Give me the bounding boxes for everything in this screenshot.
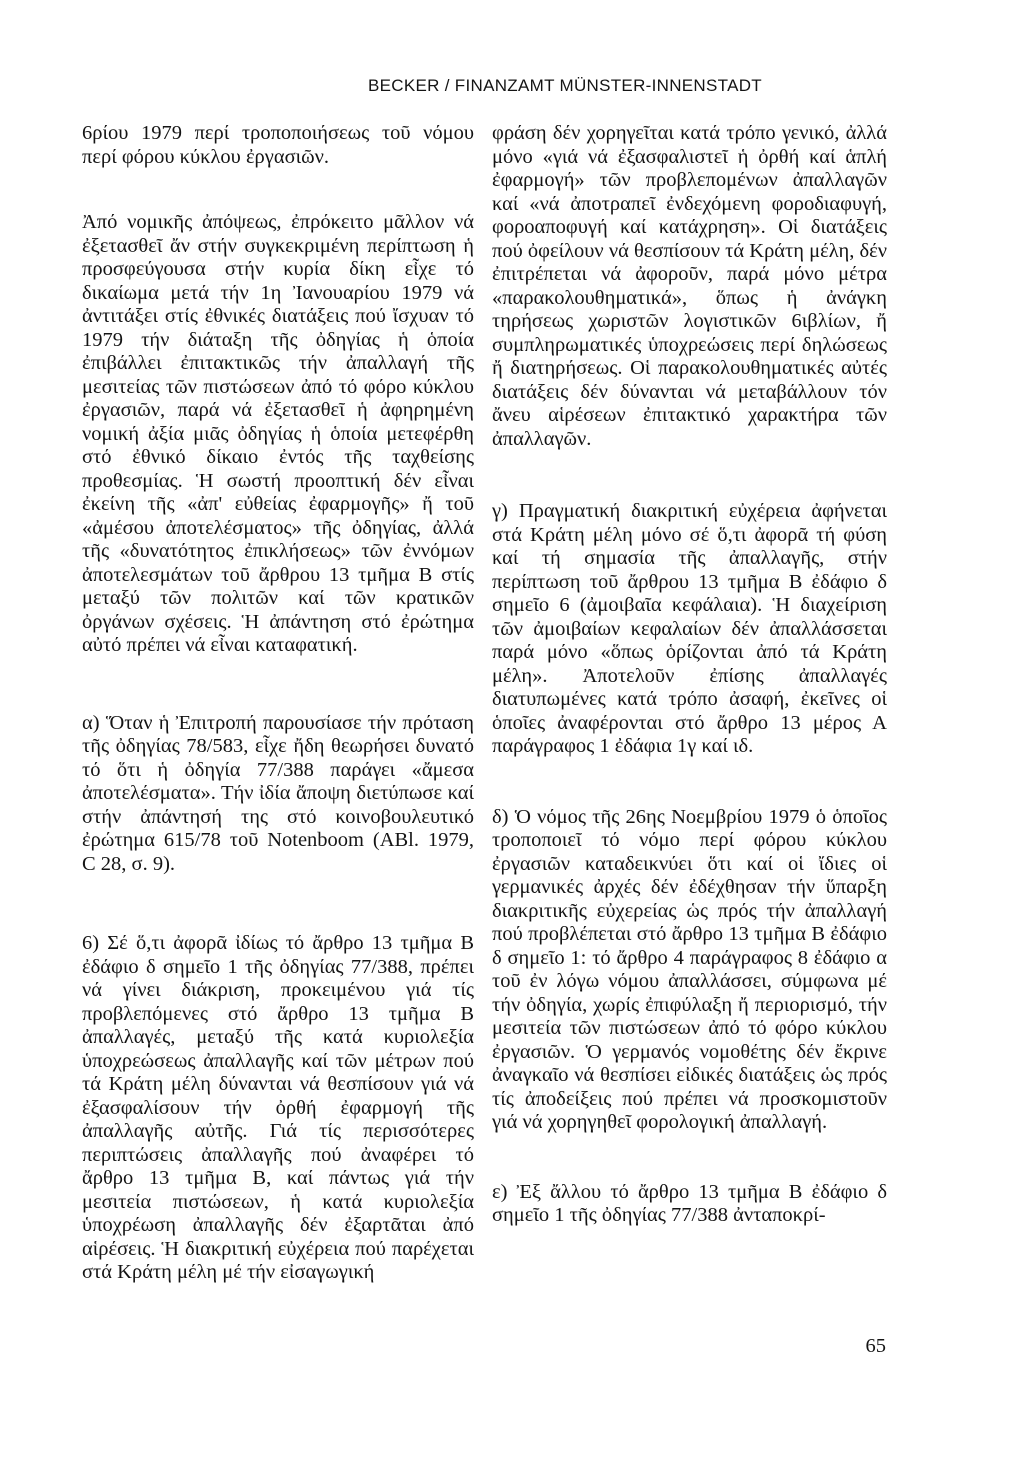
running-title: BECKER / FINANZAMT MÜNSTER-INNENSTADT: [368, 76, 762, 95]
left-paragraph-3: α) Ὅταν ἡ Ἐπιτροπή παρουσίασε τήν πρόταση τῆς ὀδηγίας 78/583, εἶχε ἤδη θεωρήσει δυνατό τό ὅτι ἡ ὀδηγία 77/388 παράγει «ἄμεσα ἀποτελέσματα». Τήν ἰδία ἄποψη διετύπωσε καί στήν ἀπάντησή της στό κοινοβουλευτικό ἐρώτημα 615/78 τοῦ Notenboom (ABl. 1979, C 28, σ. 9).: [82, 711, 474, 875]
right-paragraph-1: φράση δέν χορηγεῖται κατά τρόπο γενικό, ἀλλά μόνο «γιά νά ἐξασφαλιστεῖ ἡ ὀρθή καί ἁπλή ἐφαρμογή» τῶν προβλεπομένων ἀπαλλαγῶν καί «νά ἀποτραπεῖ ἐνδεχόμενη φοροδιαφυγή, φοροαποφυγή καί κατάχρηση». Οἱ διατάξεις πού ὀφείλουν νά θεσπίσουν τά Κράτη μέλη, δέν ἐπιτρέπεται νά ἀφοροῦν, παρά μόνο μέτρα «παρακολουθηματικά», ὅπως ἡ ἀνάγκη τηρήσεως χωριστῶν λογιστικῶν 6ιβλίων, ἤ συμπληρωματικές ὑποχρεώσεις περί δηλώσεως ἤ διατηρήσεως. Οἱ παρακολουθηματικές αὐτές διατάξεις δέν δύνανται νά μεταβάλλουν τόν ἄνευ αἱρέσεων ἐπιτακτικό χαρακτήρα τῶν ἀπαλλαγῶν.: [492, 122, 887, 450]
left-column: [82, 122, 474, 1285]
left-paragraph-2: Ἀπό νομικῆς ἀπόψεως, ἐπρόκειτο μᾶλλον νά ἐξετασθεῖ ἄν στήν συγκεκριμένη περίπτωση ἡ προσφεύγουσα στήν κυρία δίκη εἶχε τό δικαίωμα μετά τήν 1η Ἰανουαρίου 1979 νά ἀντιτάξει στίς ἐθνικές διατάξεις πού ἴσχυαν τό 1979 τήν διάταξη τῆς ὀδηγίας ἡ ὁποία ἐπιβάλλει ἐπιτακτικῶς τήν ἀπαλλαγή τῆς μεσιτείας τῶν πιστώσεων ἀπό τό φόρο κύκλου ἐργασιῶν, παρά νά ἐξετασθεῖ ἡ ἀφηρημένη νομική ἀξία μιᾶς ὀδηγίας ἡ ὁποία μετεφέρθη στό ἐθνικό δίκαιο ἐντός τῆς ταχθείσης προθεσμίας. Ἡ σωστή προοπτική δέν εἶναι ἐκείνη τῆς «ἀπ' εὐθείας ἐφαρμογῆς» ἤ τοῦ «ἀμέσου ἀποτελέσματος» τῆς ὀδηγίας, ἀλλά τῆς «δυνατότητος ἐπικλήσεως» τῶν ἐννόμων ἀποτελεσμάτων τοῦ ἄρθρου 13 τμῆμα Β στίς μεταξύ τῶν πολιτῶν καί τῶν κρατικῶν ὀργάνων σχέσεις. Ἡ ἀπάντηση στό ἐρώτημα αὐτό πρέπει νά εἶναι καταφατική.: [82, 211, 474, 656]
page-number: 65: [865, 1335, 886, 1357]
left-paragraph-4: 6) Σέ ὅ,τι ἀφορᾶ ἰδίως τό ἄρθρο 13 τμῆμα Β ἐδάφιο δ σημεῖο 1 τῆς ὀδηγίας 77/388, πρέπει νά γίνει διάκριση, προκειμένου γιά τίς προβλεπόμενες στό ἄρθρο 13 τμῆμα Β ἀπαλλαγές, μεταξύ τῆς κατά κυριολεξία ὑποχρεώσεως ἀπαλλαγῆς καί τῶν μέτρων πού τά Κράτη μέλη δύνανται νά θεσπίσουν γιά νά ἐξασφαλίσουν τήν ὀρθή ἐφαρμογή τῆς ἀπαλλαγῆς αὐτῆς. Γιά τίς περισσότερες περιπτώσεις ἀπαλλαγῆς πού ἀναφέρει τό ἄρθρο 13 τμῆμα Β, καί πάντως γιά τήν μεσιτεία πιστώσεων, ἡ κατά κυριολεξία ὑποχρέωση ἀπαλλαγῆς δέν ἐξαρτᾶται ἀπό αἱρέσεις. Ἡ διακριτική εὐχέρεια πού παρέχεται στά Κράτη μέλη μέ τήν εἰσαγωγική: [82, 932, 474, 1283]
right-column: [492, 122, 887, 1228]
left-paragraph-1: 6ρίου 1979 περί τροποποιήσεως τοῦ νόμου περί φόρου κύκλου ἐργασιῶν.: [82, 122, 474, 168]
right-paragraph-2: γ) Πραγματική διακριτική εὐχέρεια ἀφήνεται στά Κράτη μέλη μόνο σέ ὅ,τι ἀφορᾶ τή φύση καί τή σημασία τῆς ἀπαλλαγῆς, στήν περίπτωση τοῦ ἄρθρου 13 τμῆμα Β ἐδάφιο δ σημεῖο 6 (ἀμοιβαῖα κεφάλαια). Ἡ διαχείριση τῶν ἀμοιβαίων κεφαλαίων δέν ἀπαλλάσσεται παρά μόνο «ὅπως ὁρίζονται ἀπό τά Κράτη μέλη». Ἀποτελοῦν ἐπίσης ἀπαλλαγές διατυπωμένες κατά τρόπο ἀσαφή, ἐκεῖνες οἱ ὁποῖες ἀναφέρονται στό ἄρθρο 13 μέρος Α παράγραφος 1 ἐδάφια 1γ καί ιδ.: [492, 500, 887, 757]
running-head: [0, 76, 1024, 96]
right-paragraph-4: ε) Ἐξ ἄλλου τό ἄρθρο 13 τμῆμα Β ἐδάφιο δ σημεῖο 1 τῆς ὀδηγίας 77/388 ἀνταποκρί-: [492, 1180, 887, 1226]
right-paragraph-3: δ) Ὁ νόμος τῆς 26ης Νοεμβρίου 1979 ὁ ὁποῖος τροποποιεῖ τό νόμο περί φόρου κύκλου ἐργασιῶν καταδεικνύει ὅτι καί οἱ ἴδιες οἱ γερμανικές ἀρχές δέν ἐδέχθησαν τήν ὕπαρξη διακριτικῆς εὐχερείας ὡς πρός τήν ἀπαλλαγή πού προβλέπεται στό ἄρθρο 13 τμῆμα Β ἐδάφιο δ σημεῖο 1: τό ἄρθρο 4 παράγραφος 8 ἐδάφιο α τοῦ ἐν λόγω νόμου ἀπαλλάσσει, σύμφωνα μέ τήν ὀδηγία, χωρίς ἐπιφύλαξη ἤ περιορισμό, τήν μεσιτεία τῶν πιστώσεων ἀπό τό φόρο κύκλου ἐργασιῶν. Ὁ γερμανός νομοθέτης δέν ἔκρινε ἀναγκαῖο νά θεσπίσει εἰδικές διατάξεις ὡς πρός τίς ἀποδείξεις πού πρέπει νά προσκομιστοῦν γιά νά χορηγηθεῖ φορολογική ἀπαλλαγή.: [492, 805, 887, 1133]
